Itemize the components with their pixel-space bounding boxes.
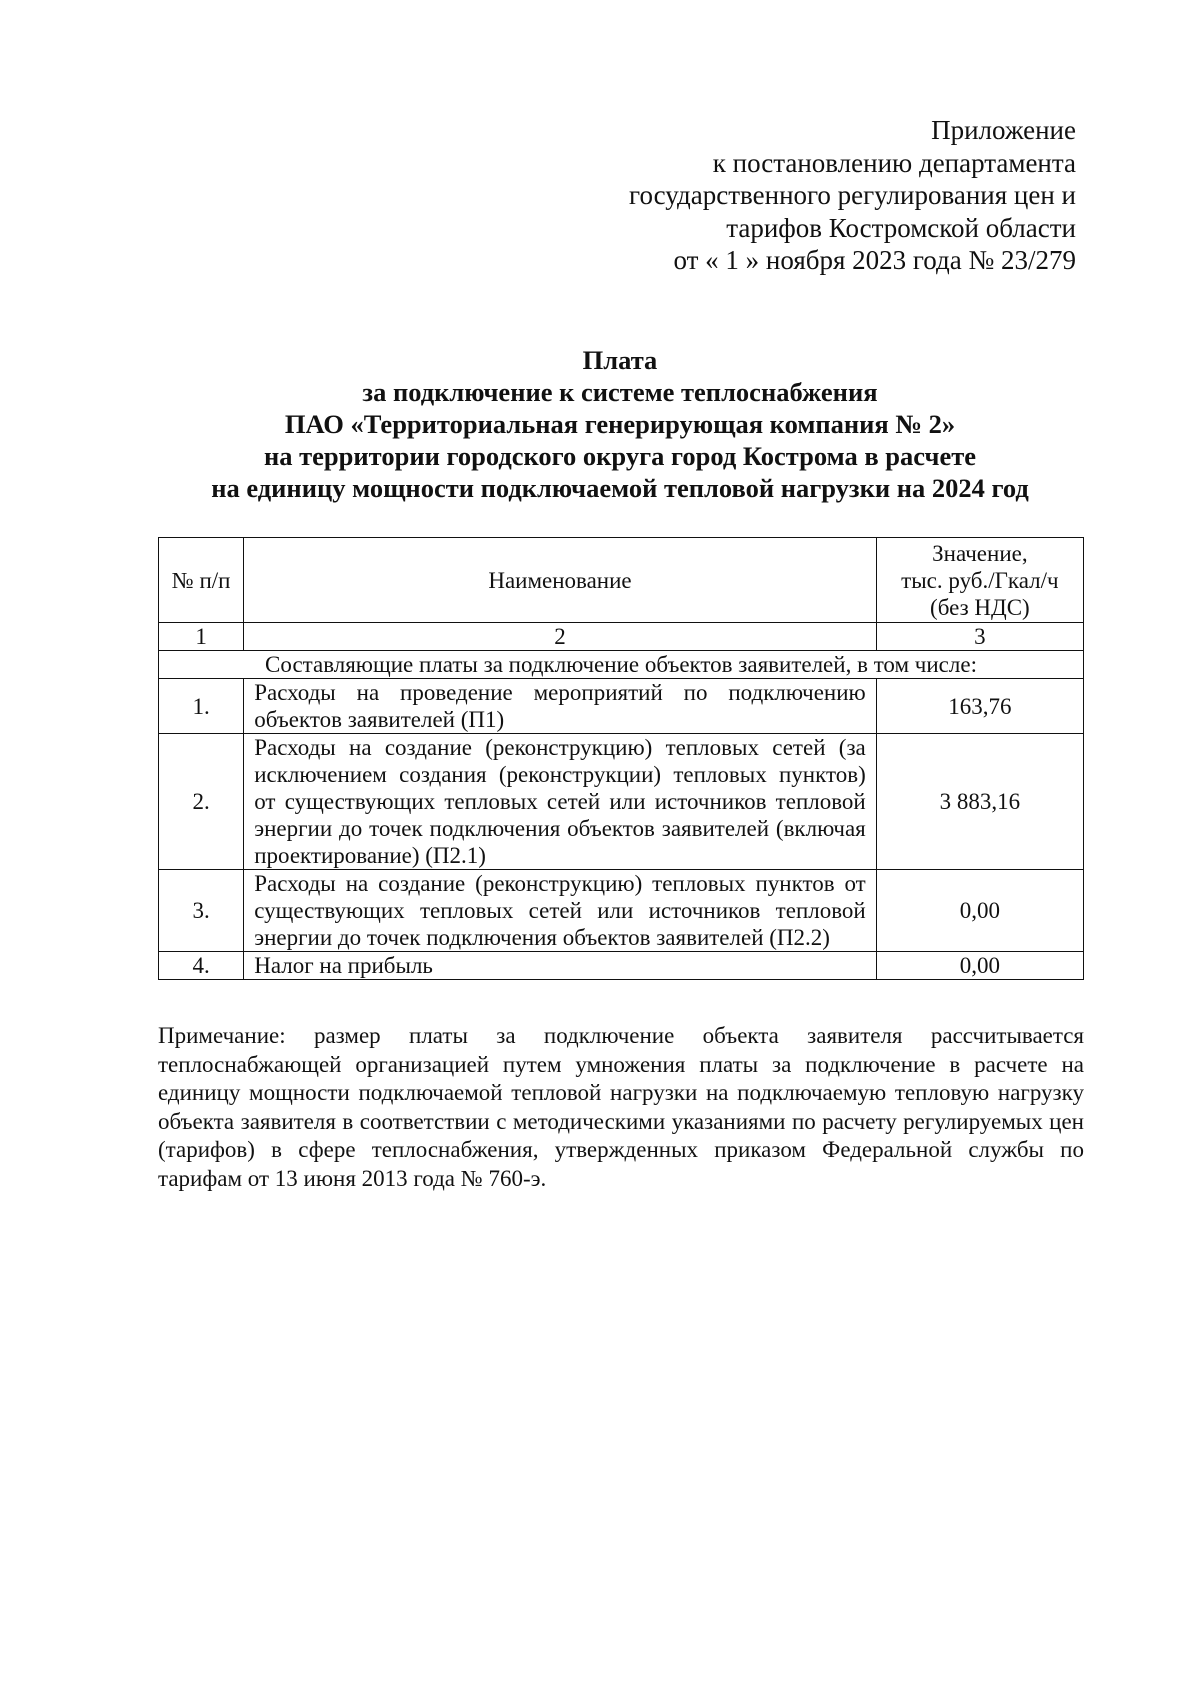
table-row — [159, 734, 1084, 870]
row-num: 3. — [159, 870, 244, 952]
table-header-row — [159, 538, 1084, 623]
section-row — [159, 651, 1084, 679]
column-index-row — [159, 623, 1084, 651]
header-name: Наименование — [244, 538, 877, 623]
appendix-line: к постановлению департамента — [712, 147, 1076, 178]
appendix-line: Приложение — [931, 115, 1076, 145]
header-num: № п/п — [159, 538, 244, 623]
title-line: на единицу мощности подключаемой тепловой нагрузки на 2024 год — [211, 473, 1029, 503]
row-value: 3 883,16 — [876, 734, 1083, 870]
column-index-cell: 2 — [244, 623, 877, 651]
row-name: Расходы на проведение мероприятий по подключению объектов заявителей (П1) — [244, 679, 877, 734]
row-num: 4. — [159, 952, 244, 980]
title-line: ПАО «Территориальная генерирующая компания № 2» — [284, 409, 956, 439]
header-value-line: тыс. руб./Гкал/ч — [901, 567, 1059, 593]
row-name: Налог на прибыль — [244, 952, 877, 980]
table-row — [159, 870, 1084, 952]
appendix-line: от « 1 » ноября 2023 года № 23/279 — [673, 245, 1076, 275]
row-name: Расходы на создание (реконструкцию) тепловых пунктов от существующих тепловых сетей или источников тепловой энергии до точек подключения объектов заявителей (П2.2) — [244, 870, 877, 952]
row-value: 163,76 — [876, 679, 1083, 734]
row-num: 1. — [159, 679, 244, 734]
section-title: Составляющие платы за подключение объектов заявителей, в том числе: — [159, 651, 1084, 679]
title-line: за подключение к системе теплоснабжения — [362, 377, 878, 407]
title-line: на территории городского округа город Кострома в расчете — [264, 441, 976, 471]
row-value: 0,00 — [876, 870, 1083, 952]
appendix-block — [629, 114, 1076, 277]
header-value-line: Значение, — [932, 540, 1028, 566]
table-row — [159, 952, 1084, 980]
row-name: Расходы на создание (реконструкцию) тепловых сетей (за исключением создания (реконструкции) тепловых пунктов) от существующих тепловых сетей или источников тепловой энергии до точек подключения объектов заявителей (включая проектирование) (П2.1) — [244, 734, 877, 870]
fee-table — [158, 537, 1084, 980]
header-value — [876, 538, 1083, 623]
column-index-cell: 3 — [876, 623, 1083, 651]
table-row — [159, 679, 1084, 734]
footnote: Примечание: размер платы за подключение объекта заявителя рассчитывается теплоснабжающей организацией путем умножения платы за подключение в расчете на единицу мощности подключаемой тепловой нагрузки на подключаемую тепловую нагрузку объекта заявителя в соответствии с методическими указаниями по расчету регулируемых цен (тарифов) в сфере теплоснабжения, утвержденных приказом Федеральной службы по тарифам от 13 июня 2013 года № 760-э. — [158, 1023, 1084, 1191]
appendix-line: государственного регулирования цен и — [629, 180, 1076, 210]
header-value-line: (без НДС) — [930, 594, 1030, 620]
row-num: 2. — [159, 734, 244, 870]
appendix-line: тарифов Костромской области — [726, 212, 1076, 243]
row-value: 0,00 — [876, 952, 1083, 980]
title-line: Плата — [582, 345, 658, 375]
column-index-cell: 1 — [159, 623, 244, 651]
document-title — [130, 344, 1110, 504]
